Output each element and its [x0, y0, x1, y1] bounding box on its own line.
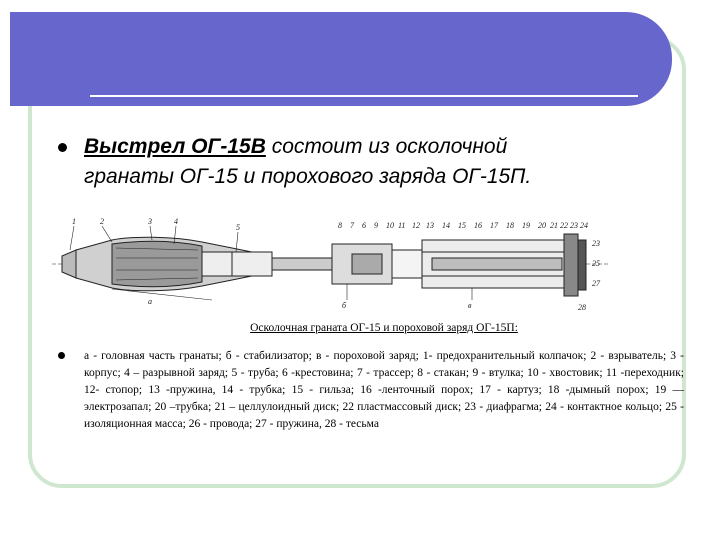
grenade-diagram	[52, 214, 612, 318]
part-number: 25	[592, 259, 600, 268]
part-number: 9	[374, 221, 378, 230]
section-letter: в	[468, 301, 472, 310]
part-number: 14	[442, 221, 450, 230]
part-number: 12	[412, 221, 420, 230]
part-number: 23	[570, 221, 578, 230]
part-number: 4	[174, 217, 178, 226]
part-number: 2	[100, 217, 104, 226]
part-number: 15	[458, 221, 466, 230]
banner-rule	[90, 95, 638, 97]
part-number: 21	[550, 221, 558, 230]
part-number: 19	[522, 221, 530, 230]
part-number: 28	[578, 303, 586, 312]
part-number: 18	[506, 221, 514, 230]
title-banner	[10, 12, 672, 106]
part-number: 1	[72, 217, 76, 226]
part-number: 5	[236, 223, 240, 232]
part-number: 7	[350, 221, 354, 230]
section-letter: б	[342, 301, 347, 310]
part-number: 16	[474, 221, 482, 230]
part-number: 10	[386, 221, 394, 230]
bullet-icon	[58, 352, 65, 359]
bullet-text-main	[84, 132, 644, 192]
section-letter: а	[148, 297, 152, 306]
bullet-icon	[58, 143, 67, 152]
figure-caption: Осколочная граната ОГ-15 и пороховой заряд ОГ-15П:	[250, 322, 518, 334]
part-number: 20	[538, 221, 546, 230]
part-number: 11	[398, 221, 406, 230]
figure-legend: а - головная часть гранаты; б - стабилизатор; в - пороховой заряд; 1- предохранительный колпачок; 2 - взрыватель; 3 - корпус; 4 – разрывной заряд; 5 - труба; 6 -крестовина; 7 - трассер; 8 - стакан; 9 - втулка; 10 - хвостовик; 11 -переходник; 12- стопор; 13 -пружина, 14 - трубка; 15 - гильза; 16 -ленточный порох; 17 - картуз; 18 -дымный порох; 19 — электрозапал; 20 –трубка; 21 – целлулоидный диск; 22 пластмассовый диск; 23 - диафрагма; 24 - контактное кольцо; 25 - изоляционная масса; 26 - провода; 27 - пружина, 28 - тесьма	[84, 350, 684, 430]
part-number: 22	[560, 221, 568, 230]
text-line2: гранаты ОГ-15 и порохового заряда ОГ-15П.	[84, 165, 532, 188]
part-number: 23	[592, 239, 600, 248]
part-number: 8	[338, 221, 342, 230]
shot-term: Выстрел ОГ-15В	[84, 135, 266, 158]
part-number: 27	[592, 279, 600, 288]
text-line1: состоит из осколочной	[265, 135, 508, 158]
part-number: 17	[490, 221, 498, 230]
part-number: 13	[426, 221, 434, 230]
part-number: 24	[580, 221, 588, 230]
part-number: 3	[148, 217, 152, 226]
part-number: 6	[362, 221, 366, 230]
